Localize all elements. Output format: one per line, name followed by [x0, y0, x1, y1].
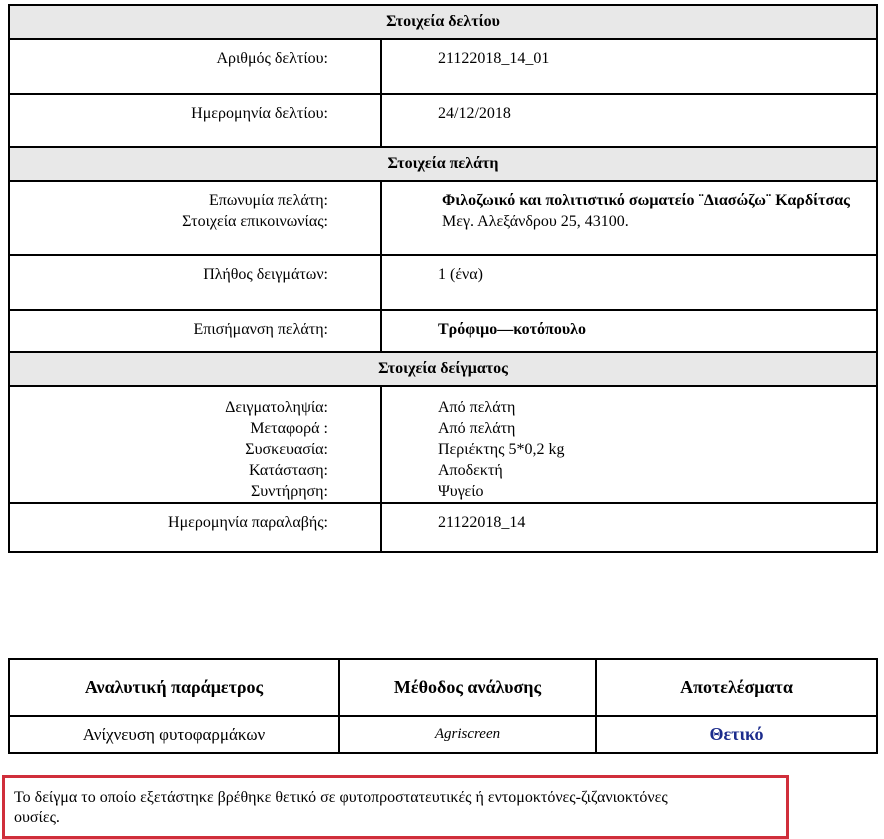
conclusion-note-line-1: Το δείγμα το οποίο εξετάστηκε βρέθηκε θετικό σε φυτοπροστατευτικές ή εντομοκτόνες-ζιζανιοκτόνες — [14, 789, 668, 806]
table-row — [9, 386, 877, 503]
transport-label: Μεταφορά : — [250, 420, 328, 437]
storage-label: Συντήρηση: — [250, 483, 328, 500]
bulletin-date-label: Ημερομηνία δελτίου: — [9, 94, 381, 147]
table-row — [9, 716, 877, 753]
sample-info-labels — [9, 386, 381, 503]
bulletin-date-value: 24/12/2018 — [381, 94, 877, 147]
client-info-values — [381, 181, 877, 255]
client-name-label: Επωνυμία πελάτη: — [209, 192, 328, 209]
condition-value: Αποδεκτή — [438, 462, 503, 479]
column-header-parameter: Αναλυτική παράμετρος — [9, 659, 339, 716]
section-header-bulletin: Στοιχεία δελτίου — [9, 5, 877, 39]
client-mark-label: Επισήμανση πελάτη: — [9, 310, 381, 352]
condition-label: Κατάσταση: — [248, 462, 328, 479]
table-row — [9, 39, 877, 94]
analysis-results-table — [8, 658, 878, 754]
table-row — [9, 310, 877, 352]
bulletin-number-label: Αριθμός δελτίου: — [9, 39, 381, 94]
report-details-table — [8, 4, 878, 553]
method-cell: Agriscreen — [339, 716, 596, 753]
conclusion-note-box — [2, 775, 789, 839]
table-row — [9, 503, 877, 552]
table-row — [9, 181, 877, 255]
transport-value: Από πελάτη — [438, 420, 516, 437]
sample-count-value: 1 (ένα) — [381, 255, 877, 310]
sampling-label: Δειγματοληψία: — [225, 399, 328, 416]
storage-value: Ψυγείο — [438, 483, 484, 500]
conclusion-note-line-2: ουσίες. — [14, 809, 60, 826]
sample-count-label: Πλήθος δειγμάτων: — [9, 255, 381, 310]
table-header-row — [9, 659, 877, 716]
parameter-cell: Ανίχνευση φυτοφαρμάκων — [9, 716, 339, 753]
column-header-results: Αποτελέσματα — [596, 659, 877, 716]
client-info-labels — [9, 181, 381, 255]
section-header-sample: Στοιχεία δείγματος — [9, 352, 877, 386]
client-mark-value: Τρόφιμο—κοτόπουλο — [438, 321, 586, 338]
table-row — [9, 255, 877, 310]
result-cell: Θετικό — [596, 716, 877, 753]
section-header-client: Στοιχεία πελάτη — [9, 147, 877, 181]
client-contact-value: Μεγ. Αλεξάνδρου 25, 43100. — [442, 213, 629, 230]
table-row — [9, 94, 877, 147]
bulletin-number-value: 21122018_14_01 — [381, 39, 877, 94]
client-mark-value-cell — [381, 310, 877, 352]
packaging-label: Συσκευασία: — [245, 441, 328, 458]
receipt-date-label: Ημερομηνία παραλαβής: — [9, 503, 381, 552]
column-header-method: Μέθοδος ανάλυσης — [339, 659, 596, 716]
sample-info-values — [381, 386, 877, 503]
client-contact-label: Στοιχεία επικοινωνίας: — [182, 213, 328, 230]
packaging-value: Περιέκτης 5*0,2 kg — [438, 441, 565, 458]
sampling-value: Από πελάτη — [438, 399, 516, 416]
receipt-date-value: 21122018_14 — [381, 503, 877, 552]
client-name-value: Φιλοζωικό και πολιτιστικό σωματείο ¨Διασώζω¨ Καρδίτσας — [442, 192, 850, 209]
